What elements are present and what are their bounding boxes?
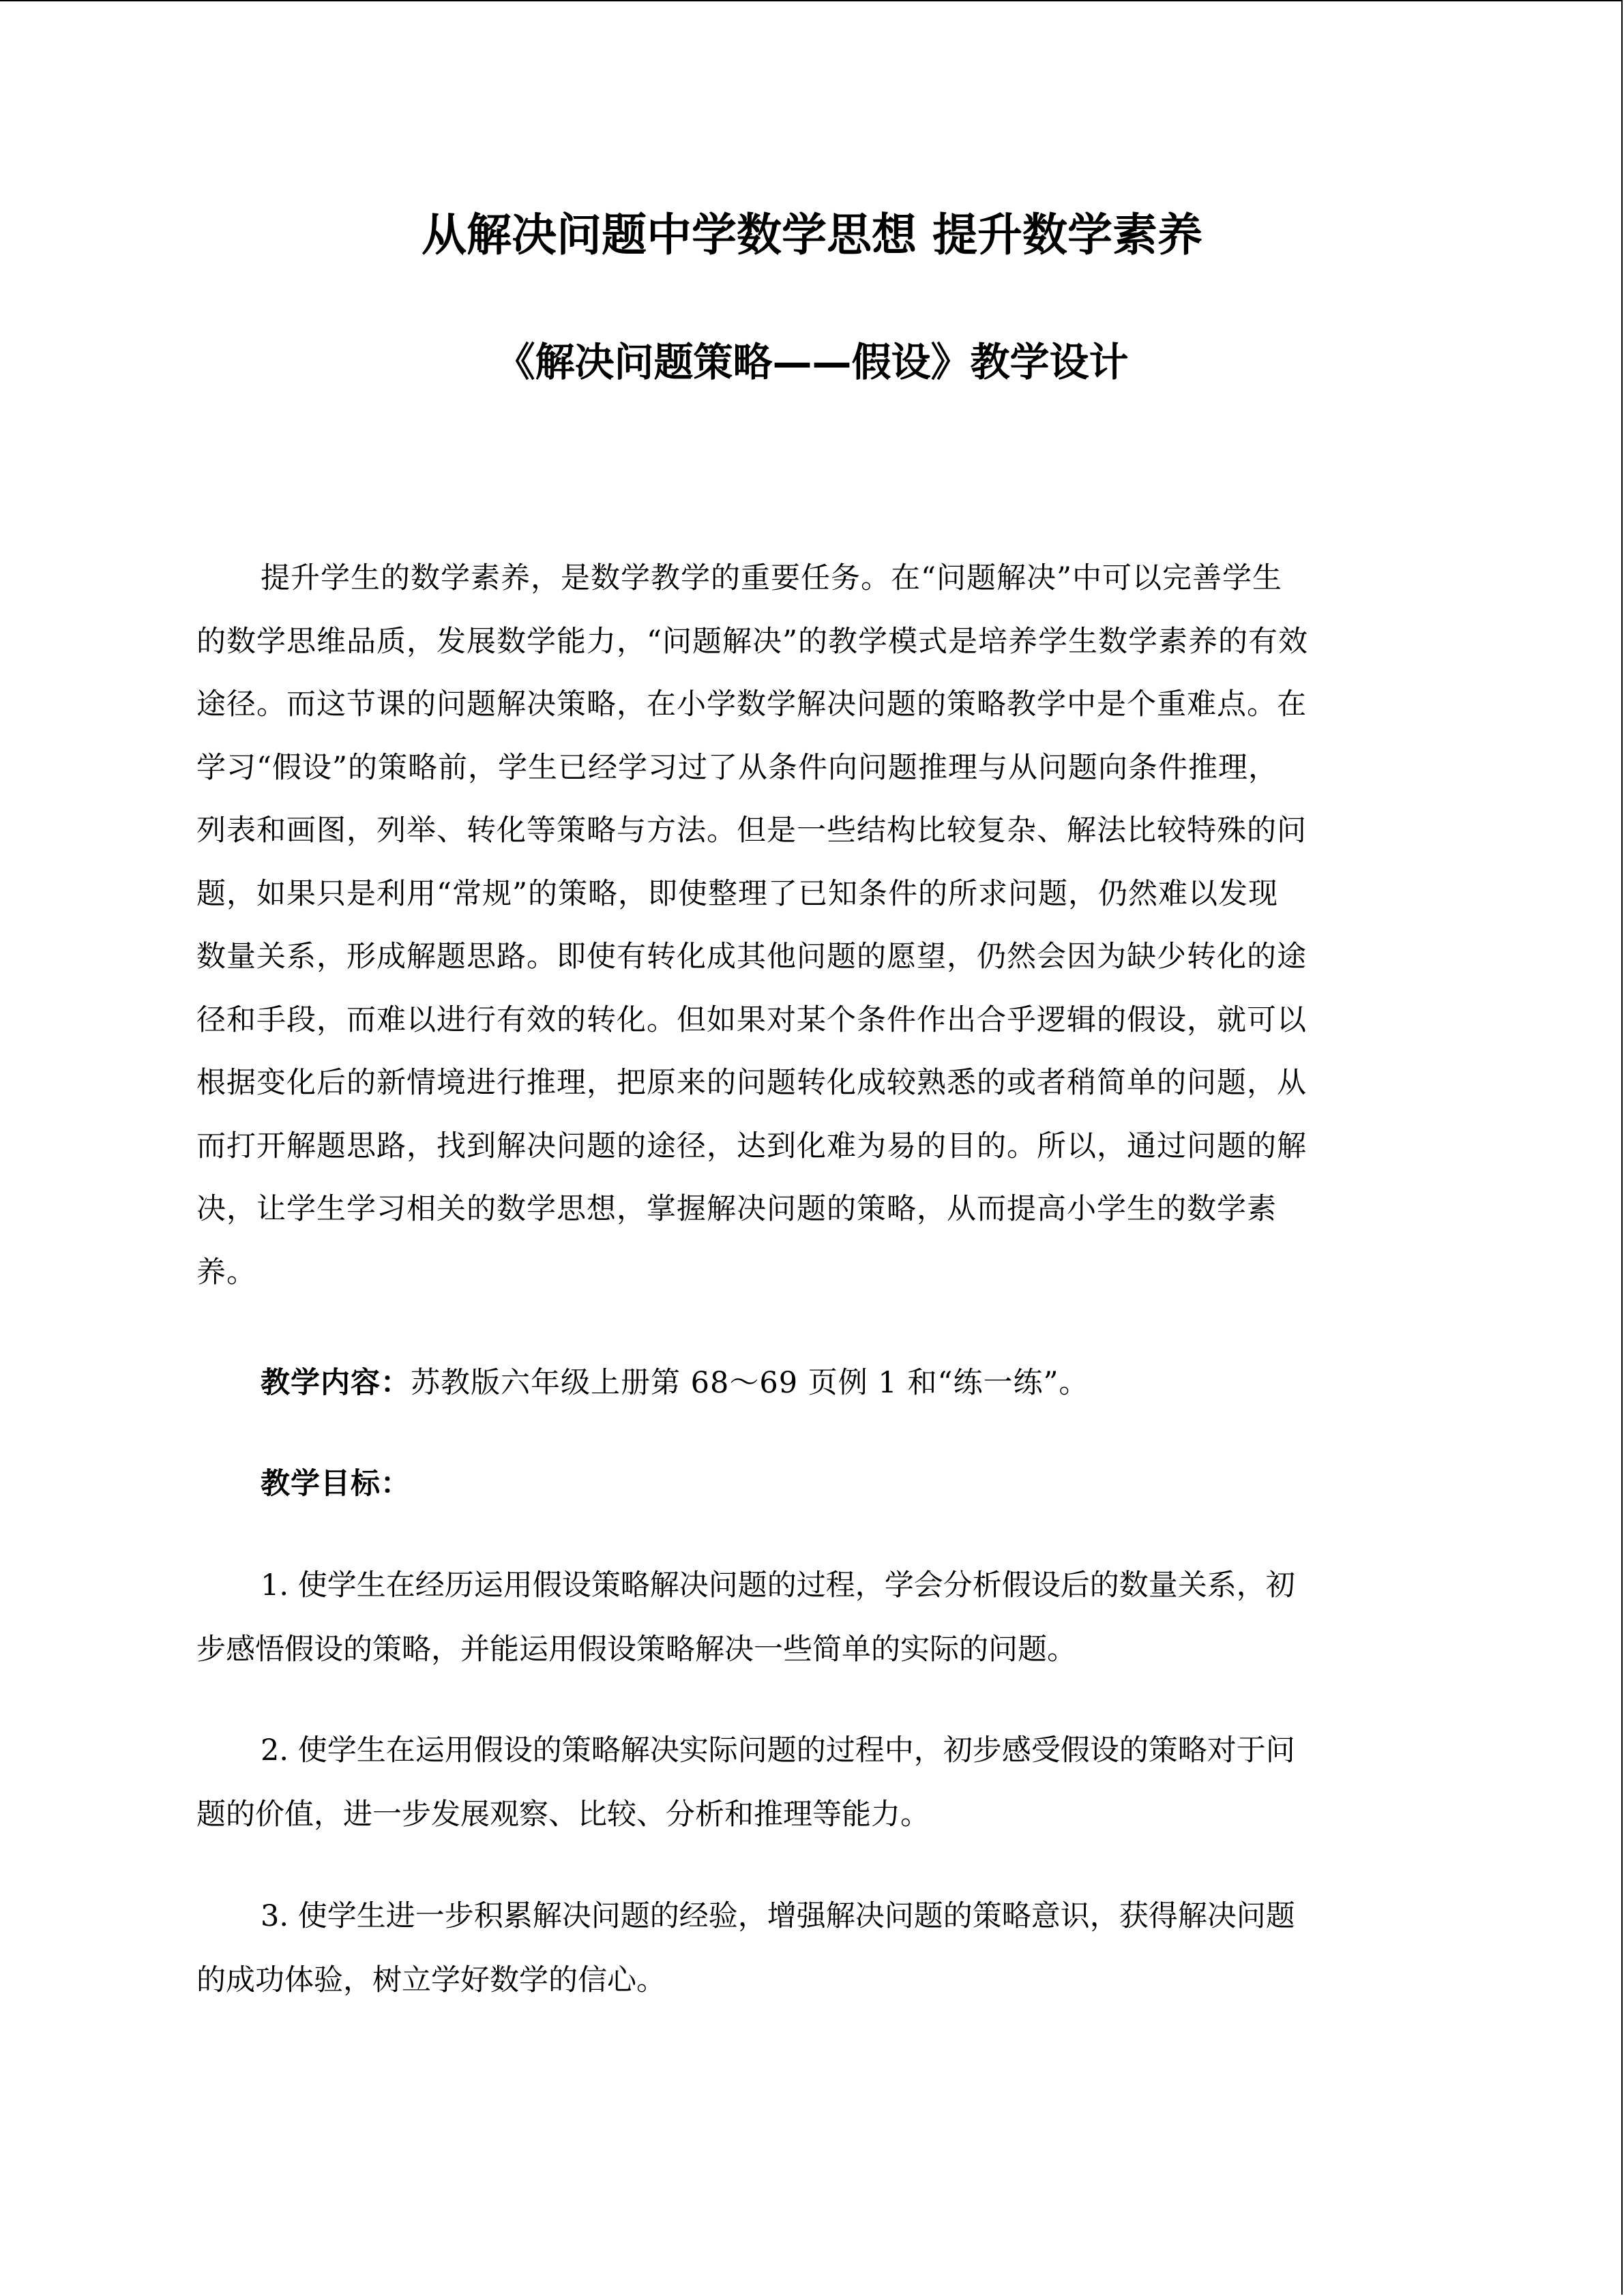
intro-line: 列表和画图，列举、转化等策略与方法。但是一些结构比较复杂、解法比较特殊的问 [196,814,1307,848]
intro-line: 决，让学生学习相关的数学思想，掌握解决问题的策略，从而提高小学生的数学素 [196,1192,1277,1226]
intro-line: 数量关系，形成解题思路。即使有转化成其他问题的愿望，仍然会因为缺少转化的途 [196,940,1307,974]
goal-2-line-1: 2. 使学生在运用假设的策略解决实际问题的过程中，初步感受假设的策略对于问 [261,1733,1295,1768]
goal-3-line-1: 3. 使学生进一步积累解决问题的经验，增强解决问题的策略意识，获得解决问题 [261,1899,1295,1933]
intro-line: 提升学生的数学素养，是数学教学的重要任务。在“问题解决”中可以完善学生 [261,561,1282,595]
intro-line: 学习“假设”的策略前，学生已经学习过了从条件向问题推理与从问题向条件推理， [196,751,1278,785]
goals-heading: 教学目标： [261,1467,411,1501]
goal-1-line-2: 步感悟假设的策略，并能运用假设策略解决一些简单的实际的问题。 [196,1632,1076,1667]
intro-line: 途径。而这节课的问题解决策略，在小学数学解决问题的策略教学中是个重难点。在 [196,687,1307,721]
goal-2-line-2: 题的价值，进一步发展观察、比较、分析和推理等能力。 [196,1798,930,1832]
document-subtitle: 《解决问题策略——假设》教学设计 [495,339,1129,385]
intro-line: 养。 [196,1255,256,1289]
intro-line: 题，如果只是利用“常规”的策略，即使整理了已知条件的所求问题，仍然难以发现 [196,877,1278,911]
intro-line: 的数学思维品质，发展数学能力，“问题解决”的教学模式是培养学生数学素养的有效 [196,625,1308,659]
goal-3-line-2: 的成功体验，树立学好数学的信心。 [196,1963,666,1997]
teaching-content [261,1362,1089,1403]
document-title: 从解决问题中学数学思想 提升数学素养 [422,209,1202,261]
teaching-content-text: 苏教版六年级上册第 68～69 页例 1 和“练一练”。 [411,1366,1089,1400]
intro-line: 根据变化后的新情境进行推理，把原来的问题转化成较熟悉的或者稍简单的问题，从 [196,1066,1307,1100]
teaching-content-label: 教学内容： [261,1366,411,1400]
intro-line: 径和手段，而难以进行有效的转化。但如果对某个条件作出合乎逻辑的假设，就可以 [196,1003,1307,1037]
intro-line: 而打开解题思路，找到解决问题的途径，达到化难为易的目的。所以，通过问题的解 [196,1129,1307,1163]
goal-1-line-1: 1. 使学生在经历运用假设策略解决问题的过程，学会分析假设后的数量关系，初 [261,1568,1295,1602]
